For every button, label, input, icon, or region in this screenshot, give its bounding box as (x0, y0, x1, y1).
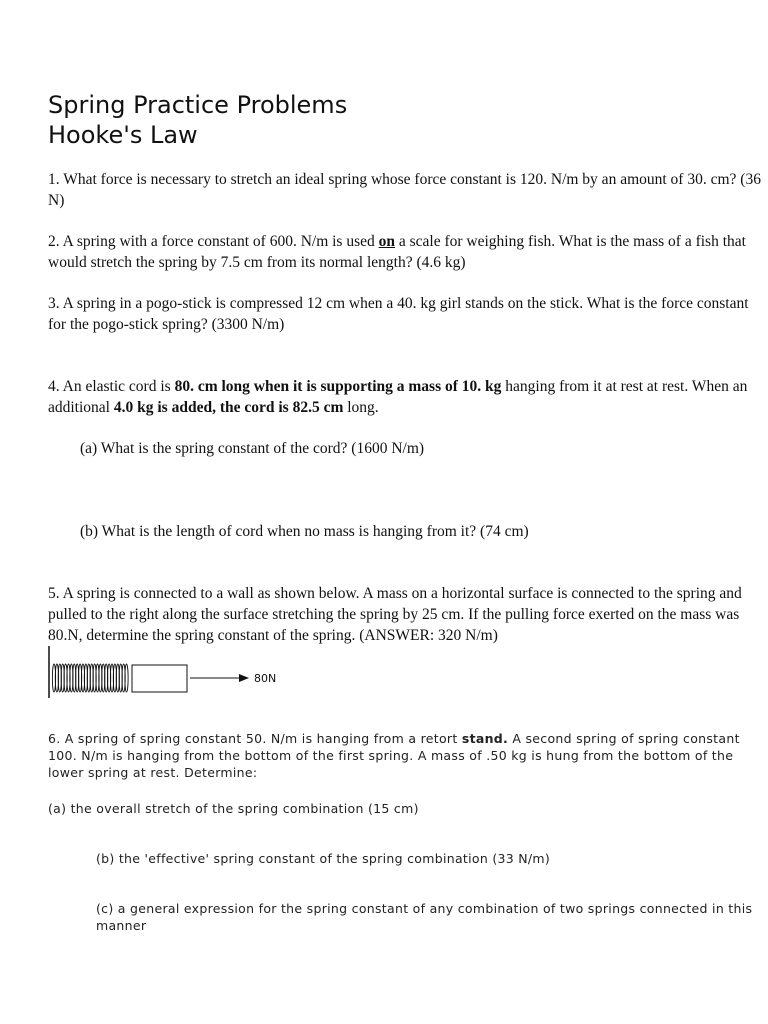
problem-4-text-a: 4. An elastic cord is (48, 378, 175, 395)
spring-diagram (46, 644, 306, 700)
problem-2 (48, 231, 768, 273)
title-line-1: Spring Practice Problems (48, 91, 348, 119)
problem-6-part-c: (c) a general expression for the spring constant of any combination of two springs connected in this manner (96, 901, 753, 933)
force-arrow-head (239, 674, 249, 682)
problem-1: 1. What force is necessary to stretch an ideal spring whose force constant is 120. N/m by an amount of 30. cm? (36 N) (48, 171, 761, 209)
problem-4-part-b: (b) What is the length of cord when no mass is hanging from it? (74 cm) (80, 523, 529, 540)
problem-4-part-a: (a) What is the spring constant of the cord? (1600 N/m) (80, 440, 425, 457)
problem-2-text-a: 2. A spring with a force constant of 600. N/m is used (48, 233, 379, 250)
mass-block (132, 665, 187, 692)
problem-3: 3. A spring in a pogo-stick is compressed 12 cm when a 40. kg girl stands on the stick. What is the force constant for the pogo-stick spring? (3300 N/m) (48, 295, 749, 333)
problem-4 (48, 376, 768, 418)
problem-6-text-a: 6. A spring of spring constant 50. N/m is hanging from a retort (48, 731, 462, 746)
problem-5: 5. A spring is connected to a wall as shown below. A mass on a horizontal surface is connected to the spring and pulled to the right along the surface stretching the spring by 25 cm. If the pulling force exerted on the mass was 80.N, determine the spring constant of the spring. (ANSWER: 320 N/m) (48, 585, 742, 644)
problem-2-text-c: a scale for weighing fish. What is the mass of a fish that would stretch the spring by 7.5 cm from its normal length? (4.6 kg) (48, 233, 746, 271)
problem-6 (48, 730, 764, 781)
problem-4-bold-2: 4.0 kg is added, the cord is 82.5 cm (113, 399, 344, 416)
problem-6-part-b: (b) the 'effective' spring constant of the spring combination (33 N/m) (96, 851, 551, 866)
problem-4-text-e: long. (343, 399, 379, 416)
problem-6-bold: stand. (461, 731, 509, 746)
problem-6-part-a: (a) the overall stretch of the spring combination (15 cm) (48, 801, 419, 816)
problem-4-text-c: hanging from it at rest at rest. When an additional (48, 378, 748, 416)
force-label: 80N (254, 672, 277, 685)
title-line-2: Hooke's Law (48, 121, 198, 149)
problem-6-text-c: A second spring of spring constant 100. N/m is hanging from the bottom of the first spring. A mass of .50 kg is hung from the bottom of the lower spring at rest. Determine: (48, 731, 740, 780)
page-title (48, 90, 347, 150)
spring-coils (52, 664, 128, 692)
problem-4-bold-1: 80. cm long when it is supporting a mass of 10. kg (174, 378, 502, 395)
problem-2-emphasis: on (378, 233, 395, 250)
